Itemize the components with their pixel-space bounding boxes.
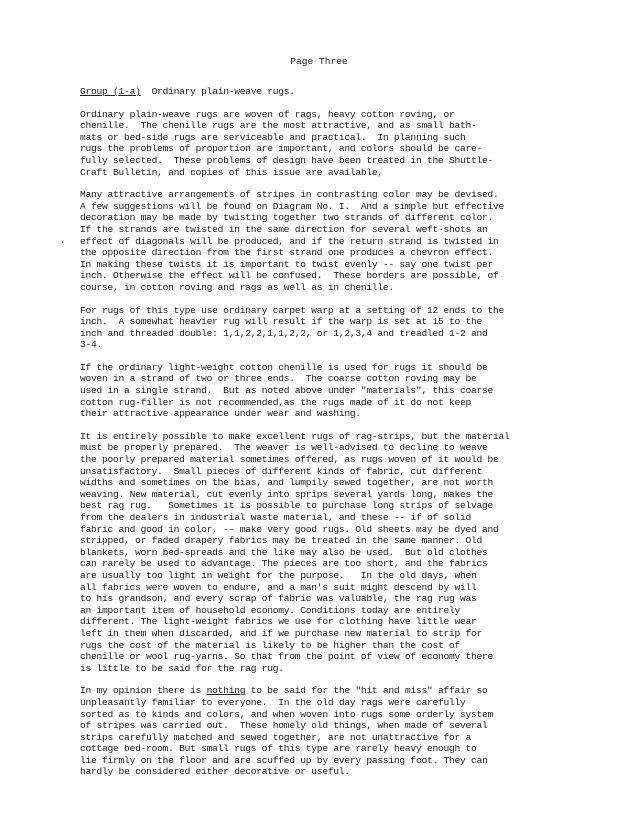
paragraph-line: lie firmly on the floor and are scuffed up by every passing foot. They can [80, 754, 488, 766]
paragraph-line: used in a single strand. But as noted above under "materials", this coarse [80, 385, 494, 397]
paragraph-line: In making these twists it is important to twist evenly -- say one twist per [80, 258, 494, 270]
heading-gap [141, 86, 152, 97]
paragraph-line: different. The light-weight fabrics we use for clothing have little wear [80, 616, 477, 628]
paragraph-line: effect of diagonals will be produced, and if the return strand is twisted in [80, 235, 499, 247]
paragraph-line: 3-4. [80, 339, 103, 351]
heading-title: Ordinary plain-weave rugs. [151, 86, 295, 97]
paragraph-line: inch. A somewhat heavier rug will result if the warp is set at 15 to the [80, 316, 483, 328]
paragraph-line: cottage bed-room. But small rugs of this type are rarely heavy enough to [80, 743, 477, 755]
paragraph-line: is little to be said for the rag rug. [80, 662, 284, 674]
paragraph-line: to his grandson, and every scrap of fabric was valuable, the rag rug was [80, 593, 477, 605]
paragraph-line: rugs the cost of the material is likely to be higher than the cost of [80, 639, 460, 651]
paragraph-line: cotton rug-filler is not recommended,as the rugs made of it do not keep [80, 396, 472, 408]
emphasis-nothing: nothing [206, 685, 246, 697]
paragraph-last [80, 685, 560, 778]
paragraph-line: an important item of household economy. Conditions today are entirely [80, 604, 460, 616]
paragraph-line: unsatisfactory. Small pieces of different kinds of fabric, cut different [80, 465, 483, 477]
paragraph-line: chenille or wool rug-yarns. So that from the point of view of economy there [80, 651, 494, 663]
paragraph [80, 109, 560, 179]
paragraph-line: Craft Bulletin, and copies of this issue are available, [80, 166, 383, 178]
paragraph-line: stripped, or faded drapery fabrics may be treated in the same manner. Old [80, 535, 483, 547]
line-end: to be said for the "hit and miss" affair so [245, 685, 488, 697]
paragraph [80, 431, 560, 674]
paragraph-line: the opposite direction from the first strand one produces a chevron effect. [80, 247, 494, 259]
paragraph [80, 189, 560, 293]
paragraph-line: strips carefully matched and sewed together, are not unattractive for a [80, 731, 472, 743]
paragraph-line: the poorly prepared material sometimes offered, as rugs woven of it would be [80, 454, 499, 466]
paragraph-line: Many attractive arrangements of stripes in contrasting color may be devised. [80, 189, 499, 201]
paragraph-line: all fabrics were woven to endure, and a man's suit might descend by will [80, 581, 477, 593]
paragraph-line: If the ordinary light-weight cotton chenille is used for rugs it should be [80, 361, 488, 373]
paragraph-line: mats or bed-side rugs are serviceable and practical. In planning such [80, 131, 466, 143]
paragraph-line: For rugs of this type use ordinary carpet warp at a setting of 12 ends to the [80, 304, 505, 316]
paragraph-line: left in them when discarded, and if we purchase new material to strip for [80, 627, 483, 639]
paragraph-line: blankets, worn bed-spreads and the like may also be used. But old clothes [80, 546, 488, 558]
paragraph-line: sorted as to kinds and colors, and when woven into rugs some orderly system [80, 708, 494, 720]
document-body [80, 86, 560, 789]
paragraph-line: fabric and good in color, -- make very good rugs. Old sheets may be dyed and [80, 523, 499, 535]
paragraph-line: best rag rug. Sometimes it is possible to purchase long strips of selvage [80, 500, 494, 512]
paragraph-line: must be properly prepared. The weaver is well-advised to decline to weave [80, 442, 488, 454]
page-title: Page Three [290, 56, 348, 67]
paragraph-line: from the dealers in industrial waste material, and these -- if of solid [80, 512, 472, 523]
line-start: In my opinion there is [80, 685, 207, 697]
paragraph-line: widths and sometimes on the bias, and lumpily sewed together, are not worth [80, 477, 494, 489]
paragraphs [80, 109, 560, 675]
paragraph-line: are usually too light in weight for the purpose. In the old days, when [80, 569, 477, 581]
heading-line [80, 86, 560, 98]
paragraph [80, 362, 560, 420]
paragraph-line: of stripes was carried out. These homely old things, when made of several [80, 720, 488, 732]
last-paragraph-lines [80, 697, 560, 778]
paragraph-line [80, 685, 560, 697]
group-label: Group (1-a) [80, 86, 141, 97]
paragraph-line: inch. Otherwise the effect will be confused. These borders are possible, of [80, 270, 499, 282]
paragraph-line: fully selected. These problems of design have been treated in the Shuttle- [80, 154, 494, 166]
section-heading [80, 86, 560, 98]
paragraph-line: rugs the problems of proportion are important, and colors should be care- [80, 143, 483, 155]
paragraph-line: Ordinary plain-weave rugs are woven of rags, heavy cotton roving, or [80, 108, 455, 120]
paragraph-line: can rarely be used to advantage. The pieces are too short, and the fabrics [80, 558, 488, 570]
paragraph-line: A few suggestions will be found on Diagram No. I. And a simple but effective [80, 200, 505, 212]
paragraph-line: woven in a strand of two or three ends. The coarse cotton roving may be [80, 373, 477, 385]
paragraph-line: unpleasantly familiar to everyone. In the old day rags were carefully [80, 696, 466, 708]
paragraph-line: It is entirely possible to make excellent rugs of rag-strips, but the material [80, 430, 510, 442]
paragraph-line: course, in cotton roving and rags as well as in chenille. [80, 281, 394, 293]
paragraph [80, 305, 560, 351]
paragraph-line: decoration may be made by twisting together two strands of different color. [80, 212, 494, 224]
paragraph-line: If the strands are twisted in the same direction for several weft-shots an [80, 223, 488, 235]
paragraph-line: inch and threaded double: 1,1,2,2,1,1,2,2, or 1,2,3,4 and treadled 1-2 and [80, 327, 488, 339]
margin-mark: . [60, 236, 66, 246]
paragraph-line: chenille. The chenille rugs are the most attractive, and as small bath- [80, 120, 477, 132]
paragraph-line: weaving. New material, cut evenly into sprips several yards long, makes the [80, 488, 494, 500]
paragraph-line: their attractive appearance under wear and washing. [80, 408, 361, 420]
paragraph-line: hardly be considered either decorative or useful. [80, 766, 350, 778]
